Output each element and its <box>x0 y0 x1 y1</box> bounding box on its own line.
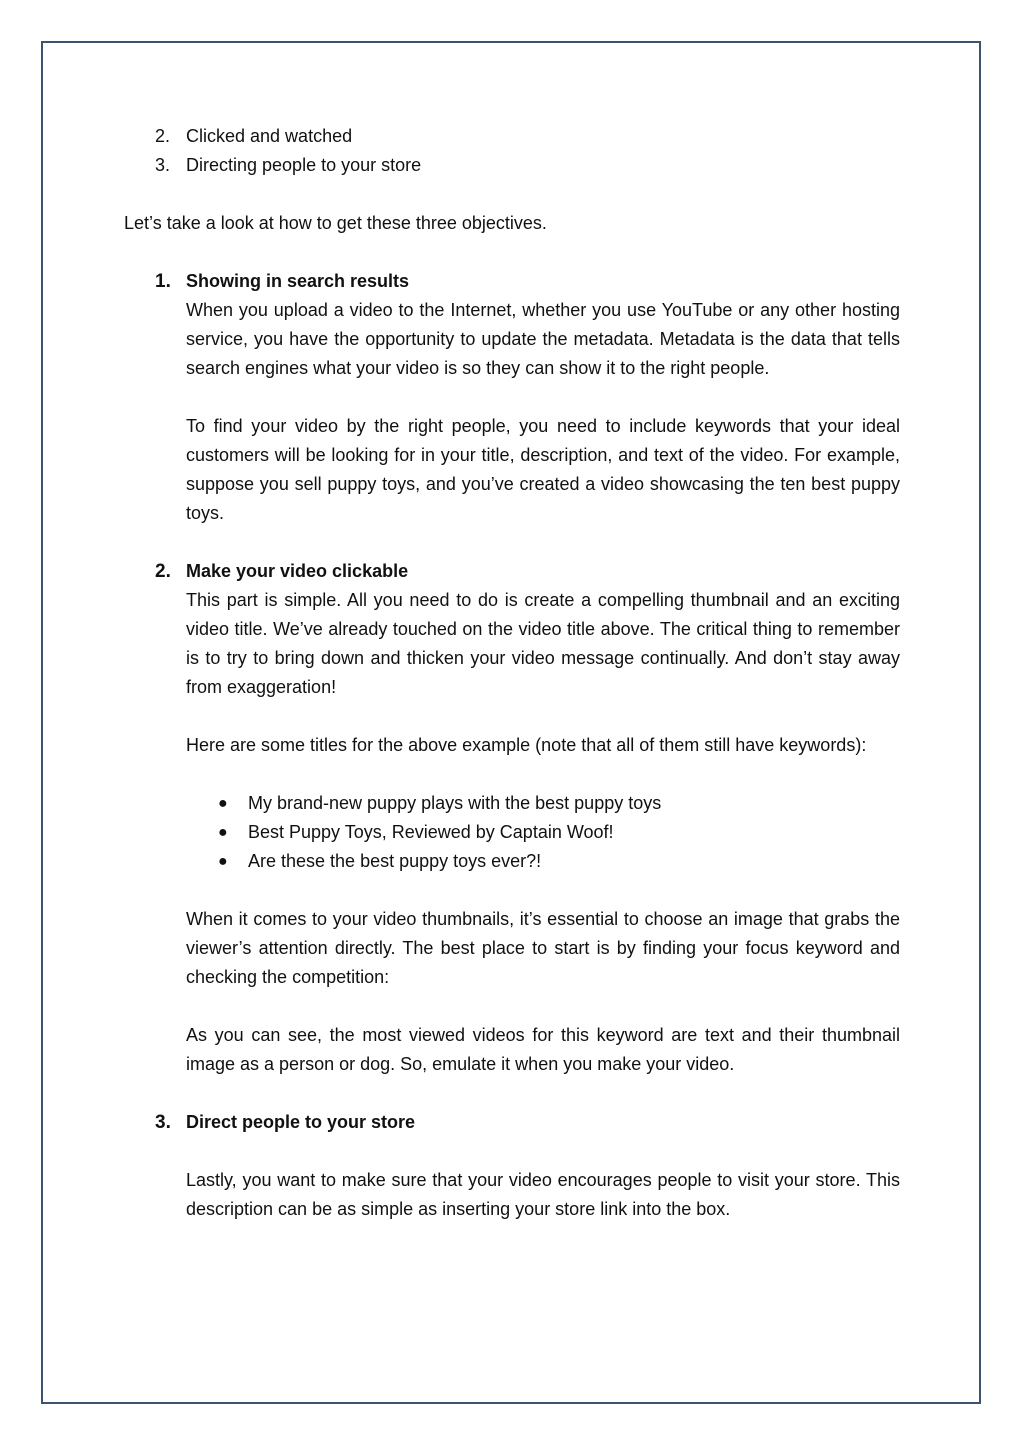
paragraph: As you can see, the most viewed videos for this keyword are text and their thumbnail image as a person or dog. So, emulate it when you make your video. <box>186 1025 900 1074</box>
section-heading: Direct people to your store <box>186 1112 416 1132</box>
list-number: 3. <box>155 155 171 175</box>
section-number: 1. <box>155 271 171 292</box>
list-item <box>186 847 900 876</box>
section-heading: Make your video clickable <box>186 561 409 581</box>
document-body <box>124 122 900 1224</box>
paragraph: Here are some titles for the above example (note that all of them still have keywords): <box>186 735 867 755</box>
list-text: Directing people to your store <box>186 155 422 175</box>
section-search-results <box>124 267 900 528</box>
section-number: 3. <box>155 1112 171 1133</box>
list-item <box>186 818 900 847</box>
bullet-icon: ● <box>218 853 228 870</box>
paragraph: Lastly, you want to make sure that your video encourages people to visit your store. This description can be as simple as inserting your store link into the box. <box>186 1170 900 1219</box>
title-examples-list <box>186 789 900 876</box>
intro-paragraph: Let’s take a look at how to get these three objectives. <box>124 213 547 233</box>
paragraph: To find your video by the right people, you need to include keywords that your ideal customers will be looking for in your title, description, and text of the video. For example, suppose you sell puppy toys, and you’ve created a video showcasing the ten best puppy toys. <box>186 416 900 523</box>
bullet-icon: ● <box>218 795 228 812</box>
list-item <box>186 789 900 818</box>
list-item <box>124 151 900 180</box>
list-text: Clicked and watched <box>186 126 353 146</box>
list-text: Are these the best puppy toys ever?! <box>248 851 542 871</box>
list-text: My brand-new puppy plays with the best puppy toys <box>248 793 662 813</box>
section-direct-store <box>124 1108 900 1224</box>
list-number: 2. <box>155 126 171 146</box>
paragraph: When it comes to your video thumbnails, it’s essential to choose an image that grabs the viewer’s attention directly. The best place to start is by finding your focus keyword and checking the competition: <box>186 909 900 987</box>
bullet-icon: ● <box>218 824 228 841</box>
list-item <box>124 122 900 151</box>
objectives-list-continued <box>124 122 900 180</box>
paragraph: This part is simple. All you need to do is create a compelling thumbnail and an exciting video title. We’ve already touched on the video title above. The critical thing to remember is to try to bring down and thicken your video message continually. And don’t stay away from exaggeration! <box>186 590 900 697</box>
section-clickable <box>124 557 900 1079</box>
paragraph: When you upload a video to the Internet, whether you use YouTube or any other hosting service, you have the opportunity to update the metadata. Metadata is the data that tells search engines what your video is so they can show it to the right people. <box>186 300 900 378</box>
list-text: Best Puppy Toys, Reviewed by Captain Woof! <box>248 822 614 842</box>
section-number: 2. <box>155 561 171 582</box>
section-heading: Showing in search results <box>186 271 410 291</box>
